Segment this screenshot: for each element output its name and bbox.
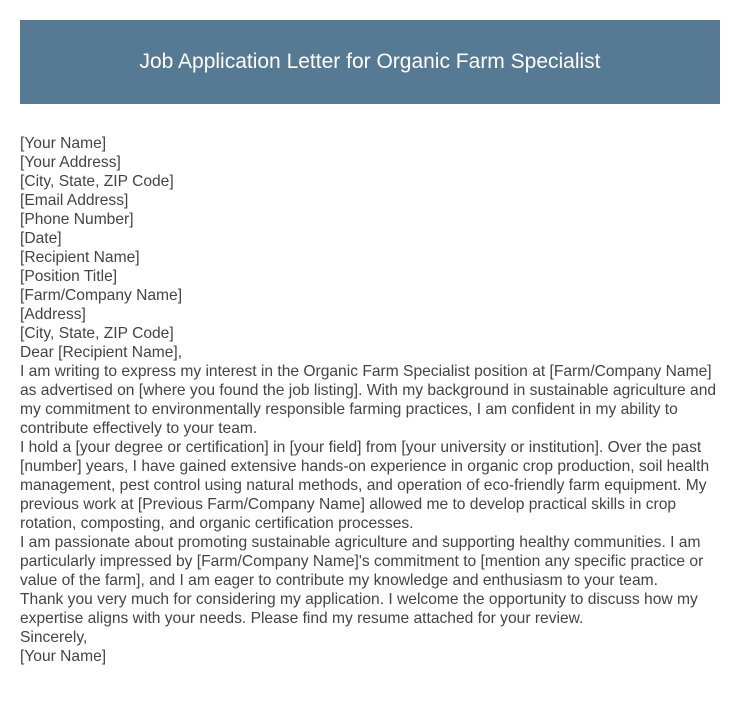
sender-email: [Email Address] (20, 192, 129, 209)
closing: Sincerely, (20, 629, 88, 646)
letter-body (20, 134, 725, 666)
body-paragraph-closing: Thank you very much for considering my application. I welcome the opportunity to discuss how my expertise aligns with your needs. Please find my resume attached for your review. (20, 591, 698, 627)
sender-city-state-zip: [City, State, ZIP Code] (20, 173, 174, 190)
letter-header (20, 20, 720, 104)
salutation: Dear [Recipient Name], (20, 344, 183, 361)
signature: [Your Name] (20, 648, 107, 665)
recipient-name: [Recipient Name] (20, 249, 140, 266)
sender-phone: [Phone Number] (20, 211, 134, 228)
recipient-address: [Address] (20, 306, 86, 323)
page-title: Job Application Letter for Organic Farm Specialist (139, 50, 601, 73)
body-paragraph-intro: I am writing to express my interest in the Organic Farm Specialist position at [Farm/Company Name] as advertised on [where you found the job listing]. With my background in sustainable agriculture and my commitment to environmentally responsible farming practices, I am confident in my ability to contribute effectively to your team. (20, 363, 717, 437)
recipient-company: [Farm/Company Name] (20, 287, 183, 304)
sender-name: [Your Name] (20, 135, 107, 152)
sender-address: [Your Address] (20, 154, 121, 171)
body-paragraph-experience: I hold a [your degree or certification] in [your field] from [your university or institution]. Over the past [number] years, I have gained extensive hands-on experience in organic crop production, soil health management, pest control using natural methods, and operation of eco-friendly farm equipment. My previous work at [Previous Farm/Company Name] allowed me to develop practical skills in crop rotation, composting, and organic certification processes. (20, 439, 710, 532)
body-paragraph-passion: I am passionate about promoting sustainable agriculture and supporting healthy communities. I am particularly impressed by [Farm/Company Name]'s commitment to [mention any specific practice or value of the farm], and I am eager to contribute my knowledge and enthusiasm to your team. (20, 534, 704, 589)
recipient-city-state-zip: [City, State, ZIP Code] (20, 325, 174, 342)
recipient-position: [Position Title] (20, 268, 118, 285)
letter-date: [Date] (20, 230, 62, 247)
